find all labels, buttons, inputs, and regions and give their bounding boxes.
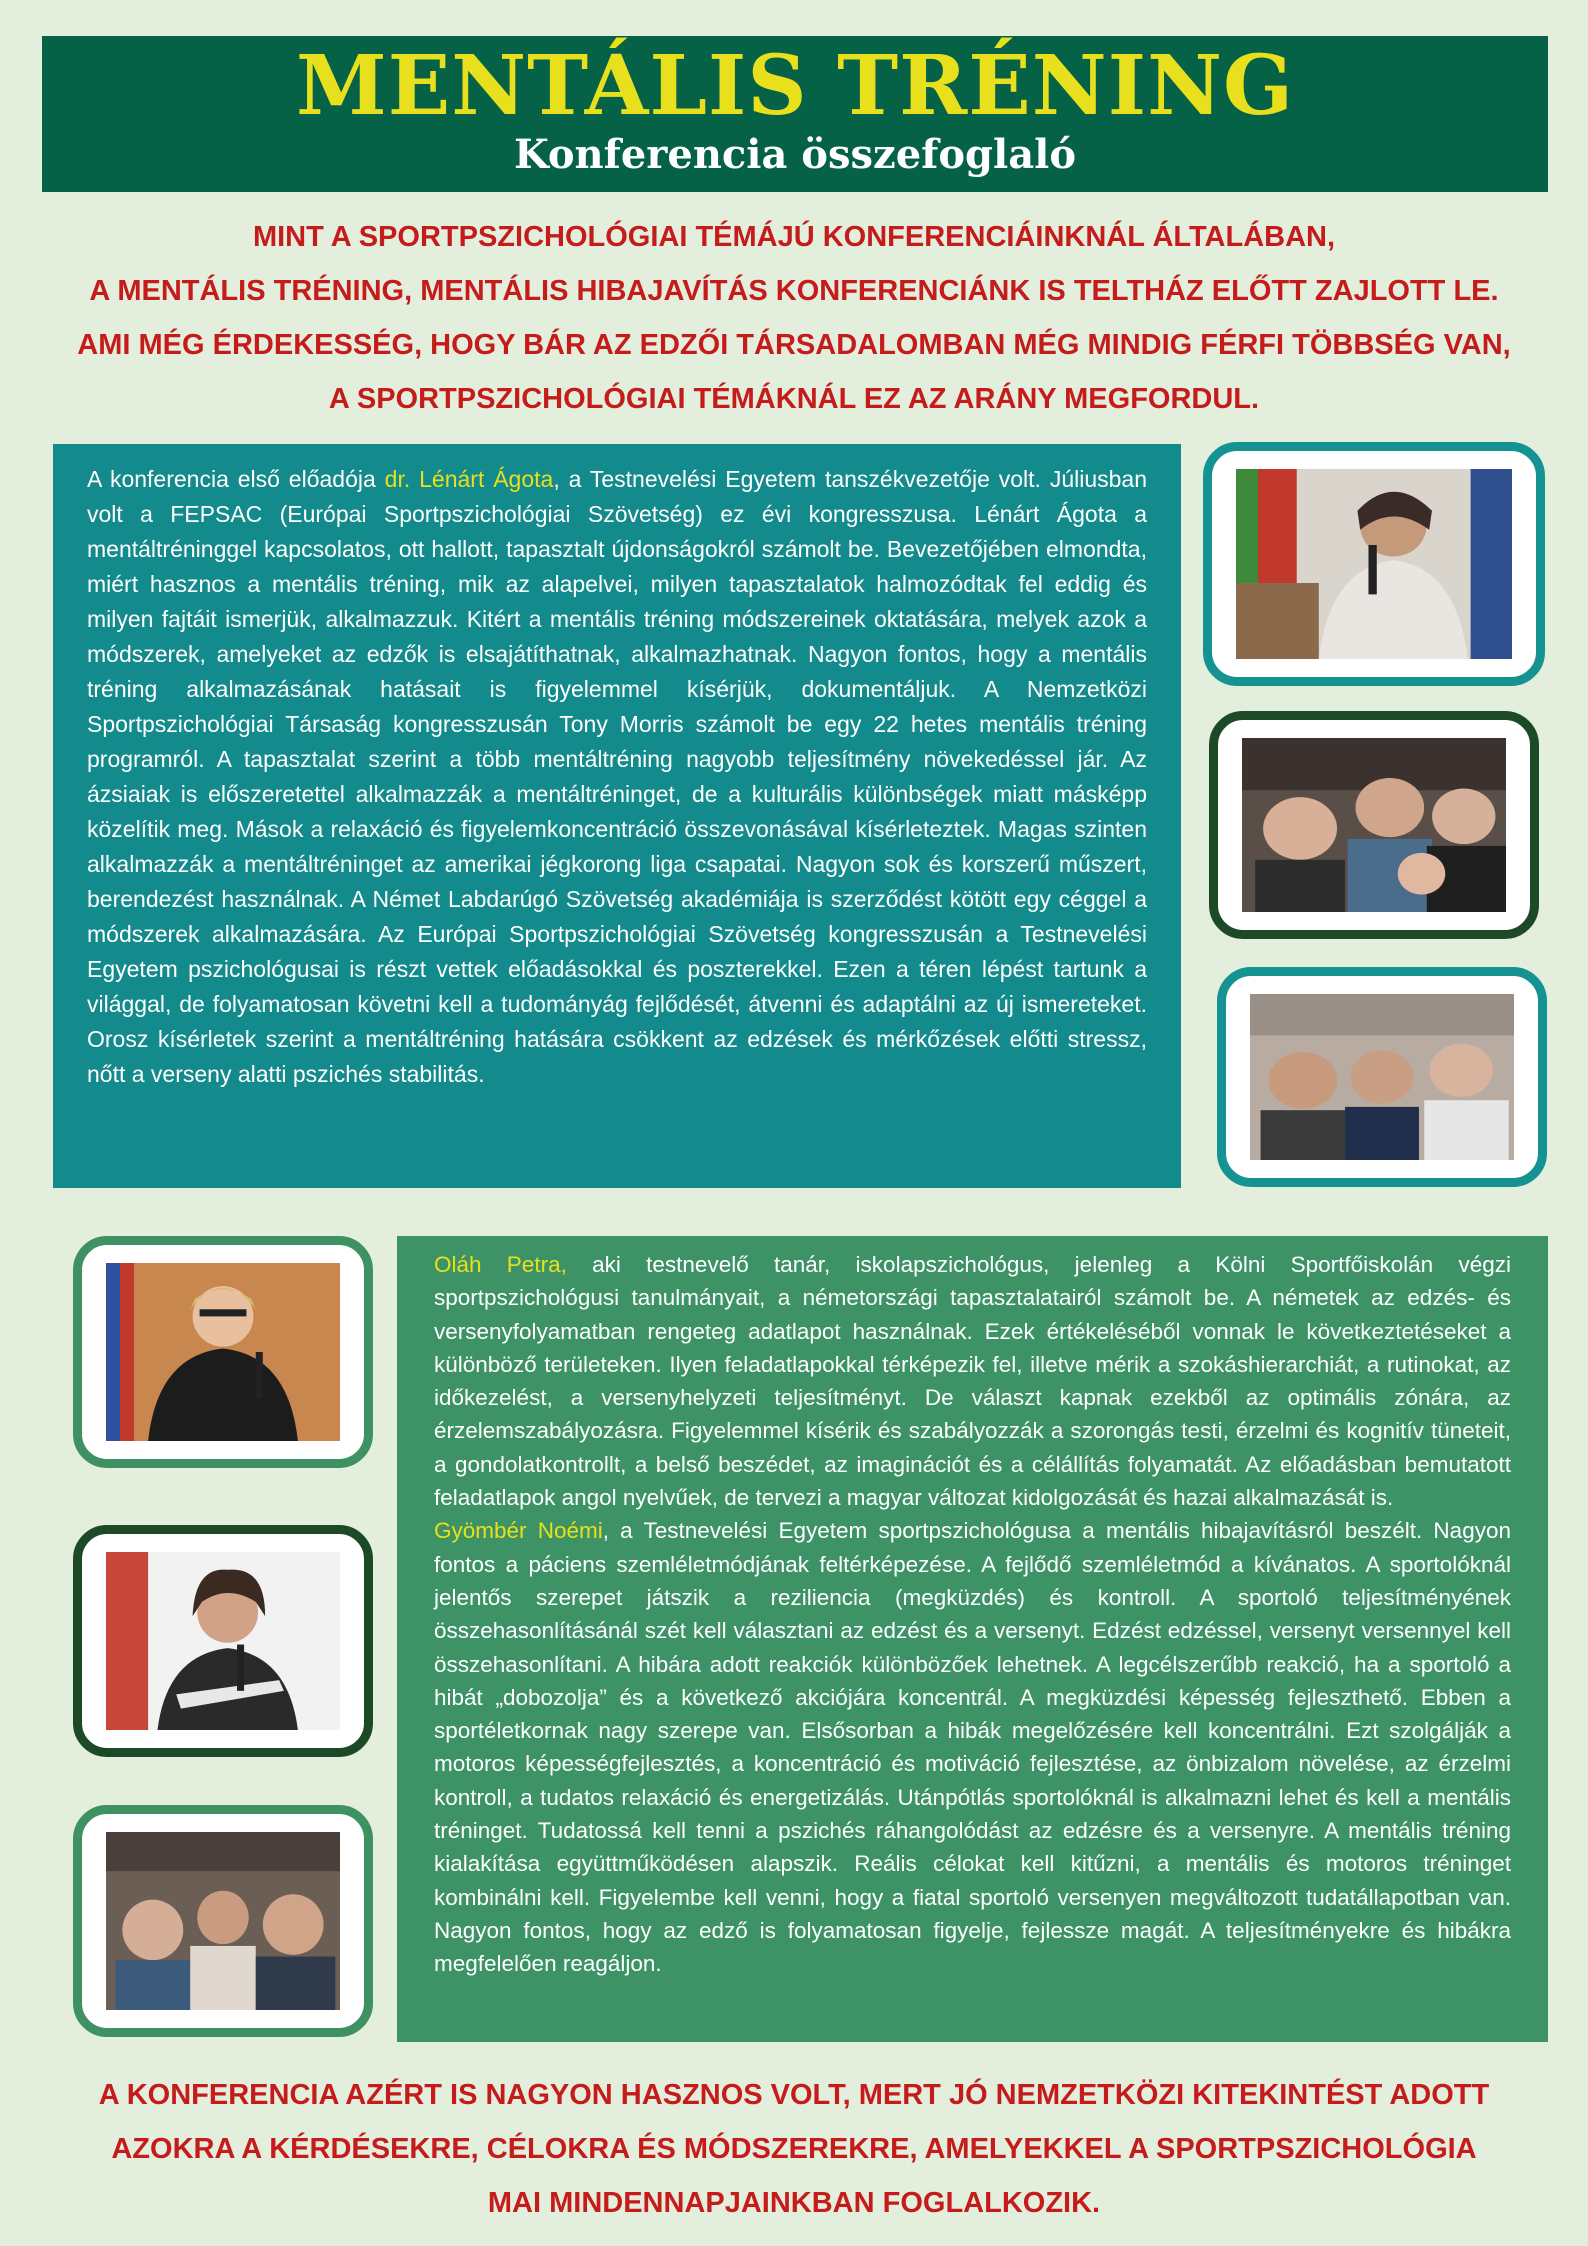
intro-line: MINT A SPORTPSZICHOLÓGIAI TÉMÁJÚ KONFERENCIÁINKNÁL ÁLTALÁBAN,: [252, 221, 1336, 253]
page-title: MENTÁLIS TRÉNING: [295, 38, 1295, 134]
outro-line: MAI MINDENNAPJAINKBAN FOGLALKOZIK.: [487, 2187, 1101, 2219]
section1-lead: A konferencia első előadója: [87, 466, 385, 492]
speaker-name-olah: Oláh Petra,: [434, 1252, 567, 1277]
outro-line: AZOKRA A KÉRDÉSEKRE, CÉLOKRA ÉS MÓDSZEREKRE, AMELYEKKEL A SPORTPSZICHOLÓGIA: [111, 2133, 1477, 2165]
section2-body1: aki testnevelő tanár, iskolapszichológus, jelenleg a Kölni Sportfőiskolán végzi sportpszichológusi tanulmányait, a németországi tapasztalatairól számolt be. A németek az edzés- és versenyfolyamatban rengeteg adatlapot használnak. Ezek értékeléséből vonnak le következtetéseket a különböző területeken. Ilyen feladatlapokkal térképezik fel, illetve mérik a szokáshierarchiát, a rutinokat, az időkezelést, a versenyhelyzeti teljesítményt. De választ kapnak ezekből az optimális zónára, az érzelemszabályozásra. Figyelemmel kísérik és szabályozzák a szorongás testi, érzelmi és kognitív tüneteit, a gondolatkontrollt, a belső beszédet, az imaginációt és a célállítás folyamatát. Az előadásban bemutatott feladatlapok angol nyelvűek, de tervezi a magyar változat kidolgozását és hazai alkalmazását is.: [434, 1252, 1511, 1511]
header-banner: [42, 36, 1548, 192]
intro-text: [40, 210, 1548, 426]
intro-line: AMI MÉG ÉRDEKESSÉG, HOGY BÁR AZ EDZŐI TÁRSADALOMBAN MÉG MINDIG FÉRFI TÖBBSÉG VAN,: [77, 329, 1511, 361]
intro-line: A SPORTPSZICHOLÓGIAI TÉMÁKNÁL EZ AZ ARÁNY MEGFORDUL.: [328, 383, 1260, 415]
photo-audience-1: [1209, 711, 1539, 939]
section2-body2: , a Testnevelési Egyetem sportpszichológusa a mentális hibajavításról beszélt. Nagyon fontos a páciens szemléletmódjának feltérképezése. A fejlődő szemléletmód a kívánatos. A sportolóknál jelentős szerepet játszik a reziliencia (megküzdés) és kontroll. A sportoló teljesítményének összehasonlításánál szét kell választani az edzést és a versenyt. Edzést edzéssel, versenyt versennyel kell összehasonlítani. A hibára adott reakciók különbözőek lehetnek. A legcélszerűbb reakció, ha a sportoló a hibát „dobozolja” és a következő akciójára koncentrál. A megküzdési képesség fejleszthető. Ebben a sportéletkornak nagy szerepe van. Elsősorban a hibák megelőzésére kell koncentrálni. Ezt szolgálják a motoros képességfejlesztés, a koncentráció és motiváció fejlesztése, az önbizalom növelése, az érzelmi kontroll, a tudatos relaxáció és energetizálás. Utánpótlás sportolóknál is alkalmazni lehet és kell a mentális tréninget. Tudatossá kell tenni a pszichés ráhangolódást az edzésre és a versenyre. A mentális tréning kialakítása együttműködésen alapszik. Reális célokat kell kitűzni, a mentális és motoros tréninget kombinálni kell. Figyelembe kell venni, hogy a fiatal sportoló versenyen megváltozott tudatállapotban van. Nagyon fontos, hogy az edző is folyamatosan figyelje, fejlessze magát. A teljesítményekre és hibákra megfelelően reagáljon.: [434, 1518, 1511, 1977]
photo-audience-2: [1217, 967, 1547, 1187]
speaker-name-gyomber: Gyömbér Noémi: [434, 1518, 603, 1544]
outro-line: A KONFERENCIA AZÉRT IS NAGYON HASZNOS VOLT, MERT JÓ NEMZETKÖZI KITEKINTÉST ADOTT: [98, 2079, 1490, 2111]
photo-audience-3: [73, 1805, 373, 2037]
section-olah-gyomber: [397, 1236, 1548, 2042]
photo-speaker-gyomber: [73, 1525, 373, 1757]
page-subtitle: Konferencia összefoglaló: [513, 131, 1077, 178]
photo-speaker-olah: [73, 1236, 373, 1468]
intro-line: A MENTÁLIS TRÉNING, MENTÁLIS HIBAJAVÍTÁS KONFERENCIÁNK IS TELTHÁZ ELŐTT ZAJLOTT LE.: [89, 275, 1499, 307]
conclusion-text: [40, 2068, 1548, 2230]
section1-body: , a Testnevelési Egyetem tanszékvezetője volt. Júliusban volt a FEPSAC (Európai Sportpszichológiai Szövetség) ez évi kongresszusa. Lénárt Ágota a mentáltréninggel kapcsolatos, ott hallott, tapasztalt újdonságokról számolt be. Bevezetőjében elmondta, miért hasznos a mentális tréning, mik az alapelvei, milyen tapasztalatok halmozódtak fel eddig és milyen fajtáit ismerjük, alkalmazzuk. Kitért a mentális tréning módszereinek oktatására, melyek azok a módszerek, amelyeket az edzők is elsajátíthatnak, alkalmazhatnak. Nagyon fontos, hogy a mentális tréning alkalmazásának hatásait is figyelemmel kísérjük, dokumentáljuk. A Nemzetközi Sportpszichológiai Társaság kongresszusán Tony Morris számolt be egy 22 hetes mentális tréning programról. A tapasztalat szerint a több mentáltréning nagyobb teljesítmény növekedéssel jár. Az ázsiaiak is előszeretettel alkalmazzák a mentáltréninget, de a kulturális különbségek miatt másképp közelítik meg. Mások a relaxáció és figyelemkoncentráció összevonásával kísérleteztek. Magas szinten alkalmazzák a mentáltréninget az amerikai jégkorong liga csapatai. Nagyon sok és korszerű műszert, berendezést használnak. A Német Labdarúgó Szövetség akadémiája is szerződést kötött egy céggel a módszerek alkalmazására. Az Európai Sportpszichológiai Szövetség kongresszusán a Testnevelési Egyetem pszichológusai is részt vettek előadásokkal és poszterekkel. Ezen a téren lépést tartunk a világgal, de folyamatosan követni kell a tudományág fejlődését, átvenni és adaptálni az új ismereteket. Orosz kísérletek szerint a mentáltréning hatására csökkent az edzések és mérkőzések előtti stressz, nőtt a verseny alatti pszichés stabilitás.: [87, 466, 1147, 1087]
section-lenart: [53, 444, 1181, 1188]
speaker-name-lenart: dr. Lénárt Ágota: [384, 466, 554, 492]
photo-speaker-lenart: [1203, 442, 1545, 686]
